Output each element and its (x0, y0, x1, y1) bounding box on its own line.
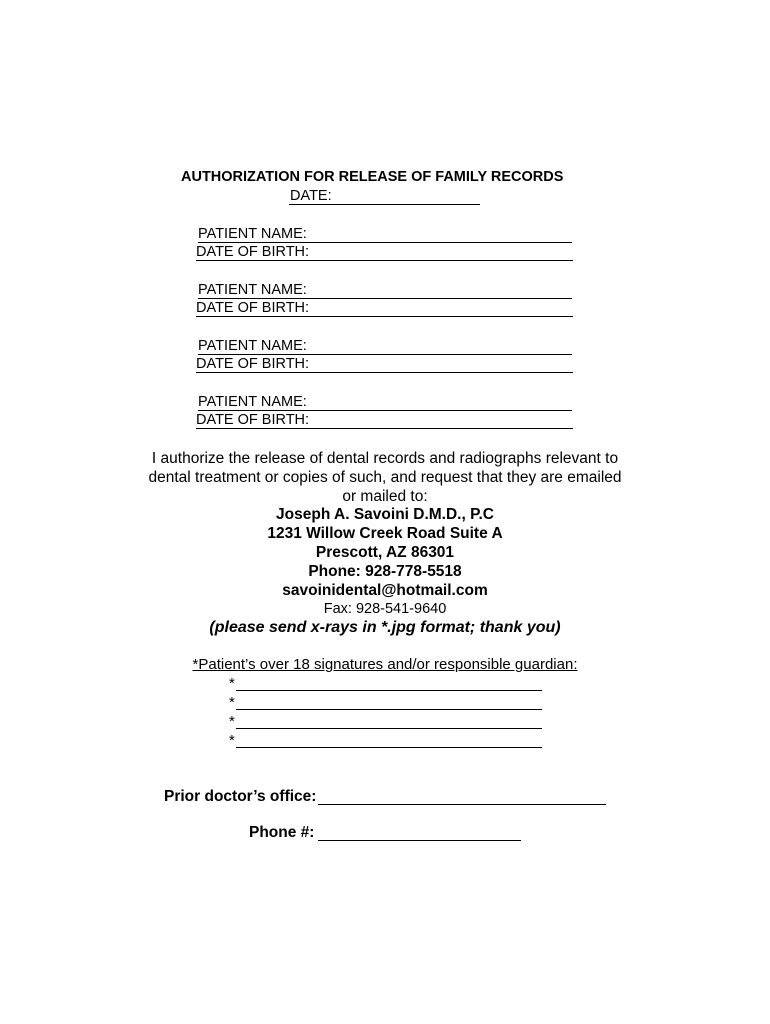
xray-format-note: (please send x-rays in *.jpg format; thank you) (209, 619, 561, 636)
date-label: DATE: (290, 188, 332, 204)
authorization-text-line-1: I authorize the release of dental records and radiographs relevant to (151, 450, 619, 467)
patient-2-dob-label: DATE OF BIRTH: (196, 300, 310, 316)
prior-doctor-label: Prior doctor’s office: (164, 788, 317, 805)
signature-2-bullet: * (229, 694, 235, 711)
signature-4-bullet: * (229, 732, 235, 749)
patient-3-name-field[interactable] (198, 354, 572, 355)
patient-3-name-label: PATIENT NAME: (198, 338, 307, 354)
recipient-fax: Fax: 928-541-9640 (323, 601, 447, 617)
signatures-heading: *Patient’s over 18 signatures and/or responsible guardian: (192, 656, 578, 673)
patient-3-dob-field[interactable] (196, 372, 573, 373)
patient-1-dob-label: DATE OF BIRTH: (196, 244, 310, 260)
recipient-address-line-1: 1231 Willow Creek Road Suite A (267, 525, 503, 542)
recipient-name: Joseph A. Savoini D.M.D., P.C (276, 506, 494, 523)
patient-2-name-label: PATIENT NAME: (198, 282, 307, 298)
prior-doctor-phone-label: Phone #: (249, 824, 315, 841)
patient-4-name-label: PATIENT NAME: (198, 394, 307, 410)
prior-doctor-field[interactable] (318, 804, 606, 805)
patient-4-dob-field[interactable] (196, 428, 573, 429)
signature-3-field[interactable] (236, 728, 542, 729)
patient-4-name-field[interactable] (198, 410, 572, 411)
signature-2-field[interactable] (236, 709, 542, 710)
recipient-email: savoinidental@hotmail.com (282, 582, 488, 599)
prior-doctor-phone-field[interactable] (318, 840, 521, 841)
patient-2-name-field[interactable] (198, 298, 572, 299)
authorization-text-line-2: dental treatment or copies of such, and request that they are emailed (148, 469, 622, 486)
recipient-address-line-2: Prescott, AZ 86301 (315, 544, 455, 561)
form-title: AUTHORIZATION FOR RELEASE OF FAMILY RECORDS (181, 169, 564, 185)
signature-4-field[interactable] (236, 747, 542, 748)
patient-1-dob-field[interactable] (196, 260, 573, 261)
patient-1-name-label: PATIENT NAME: (198, 226, 307, 242)
patient-4-dob-label: DATE OF BIRTH: (196, 412, 310, 428)
recipient-phone: Phone: 928-778-5518 (308, 563, 462, 580)
signature-1-field[interactable] (236, 690, 542, 691)
authorization-text-line-3: or mailed to: (342, 488, 428, 505)
patient-2-dob-field[interactable] (196, 316, 573, 317)
signature-3-bullet: * (229, 713, 235, 730)
date-field[interactable] (289, 204, 480, 205)
signature-1-bullet: * (229, 675, 235, 692)
patient-3-dob-label: DATE OF BIRTH: (196, 356, 310, 372)
patient-1-name-field[interactable] (198, 242, 572, 243)
